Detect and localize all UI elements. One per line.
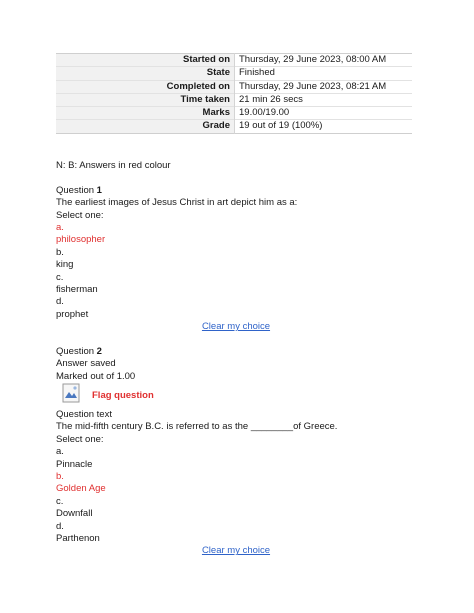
summary-label: Completed on xyxy=(56,80,235,93)
question-number: 2 xyxy=(96,345,102,357)
flag-question-row[interactable] xyxy=(56,383,416,409)
summary-value: 19 out of 19 (100%) xyxy=(235,120,413,133)
summary-value: Finished xyxy=(235,67,413,80)
attempt-summary-table xyxy=(56,53,412,134)
q1-option-b-letter[interactable]: b. xyxy=(56,246,64,258)
q2-option-a-answer[interactable]: Pinnacle xyxy=(56,458,93,470)
summary-row-marks xyxy=(56,107,412,120)
q2-option-a-letter[interactable]: a. xyxy=(56,446,64,458)
q1-option-b-answer[interactable]: king xyxy=(56,259,74,271)
question-title-prefix: Question xyxy=(56,345,97,357)
question-status: Answer saved xyxy=(56,358,116,370)
summary-row-state xyxy=(56,67,412,80)
summary-row-completed xyxy=(56,80,412,93)
select-one-label: Select one: xyxy=(56,433,104,445)
flag-image-icon xyxy=(62,383,80,403)
flag-question-label[interactable]: Flag question xyxy=(92,390,154,402)
question-2-text: The mid-fifth century B.C. is referred to as the ________of Greece. xyxy=(56,421,338,433)
q2-option-c-answer[interactable]: Downfall xyxy=(56,508,93,520)
q1-option-d-letter[interactable]: d. xyxy=(56,296,64,308)
q2-option-b-letter[interactable]: b. xyxy=(56,470,64,482)
answer-note: N: B: Answers in red colour xyxy=(56,160,171,171)
q1-option-c-answer[interactable]: fisherman xyxy=(56,283,98,295)
q2-option-b-answer[interactable]: Golden Age xyxy=(56,483,106,495)
summary-label: Marks xyxy=(56,107,235,120)
select-one-label: Select one: xyxy=(56,209,104,221)
clear-my-choice-link[interactable]: Clear my choice xyxy=(201,545,271,557)
summary-label: State xyxy=(56,67,235,80)
q2-option-d-letter[interactable]: d. xyxy=(56,520,64,532)
summary-row-started xyxy=(56,54,412,67)
question-title-prefix: Question xyxy=(56,184,97,196)
question-1-text: The earliest images of Jesus Christ in art depict him as a: xyxy=(56,197,298,209)
q2-option-c-letter[interactable]: c. xyxy=(56,495,64,507)
summary-label: Time taken xyxy=(56,93,235,106)
quiz-content xyxy=(56,160,416,558)
summary-value: Thursday, 29 June 2023, 08:00 AM xyxy=(235,54,413,67)
q1-option-d-answer[interactable]: prophet xyxy=(56,308,89,320)
question-number: 1 xyxy=(96,184,102,196)
clear-my-choice-link[interactable]: Clear my choice xyxy=(201,321,271,333)
question-2-title xyxy=(56,346,416,358)
summary-label: Grade xyxy=(56,120,235,133)
q1-option-c-letter[interactable]: c. xyxy=(56,271,64,283)
q2-option-d-answer[interactable]: Parthenon xyxy=(56,532,100,544)
q1-option-a-letter[interactable]: a. xyxy=(56,221,64,233)
summary-row-grade xyxy=(56,120,412,133)
q1-option-a-answer[interactable]: philosopher xyxy=(56,234,106,246)
summary-label: Started on xyxy=(56,54,235,67)
question-marked: Marked out of 1.00 xyxy=(56,370,136,382)
summary-row-time-taken xyxy=(56,93,412,106)
question-1-title xyxy=(56,185,416,197)
question-text-label: Question text xyxy=(56,409,112,421)
summary-value: 21 min 26 secs xyxy=(235,93,413,106)
summary-value: 19.00/19.00 xyxy=(235,107,413,120)
summary-value: Thursday, 29 June 2023, 08:21 AM xyxy=(235,80,413,93)
